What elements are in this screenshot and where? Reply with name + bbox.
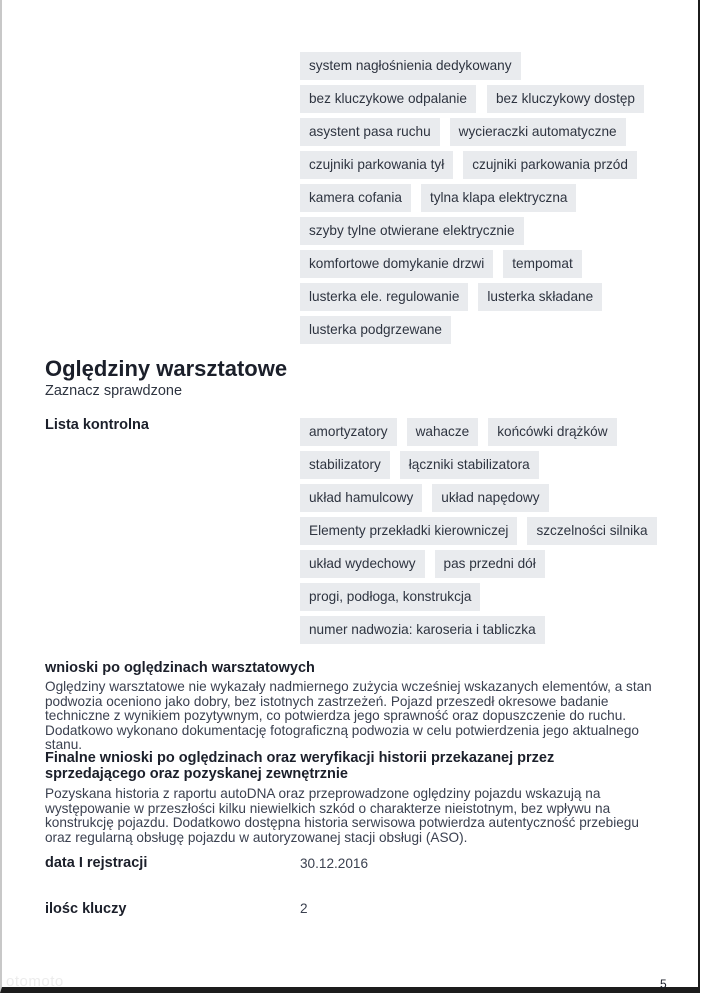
watermark-logo: otomoto [6,973,64,990]
checklist-tag: układ napędowy [432,484,548,512]
equipment-tag: szyby tylne otwierane elektrycznie [300,217,524,245]
equipment-tag-list [300,52,660,344]
page-number: 5 [660,977,667,991]
registration-date-label: data I rejstracji [45,855,148,871]
checklist-tag: wahacze [407,418,479,446]
final-conclusions-text: Pozyskana historia z raportu autoDNA oraz przeprowadzone oględziny pojazdu wskazują na występowanie w przeszłości kilku niewielkich szkód o charakterze nieistotnym, bez wpływu na konstrukcję pojazdu. Dodatkowo dostępna historia serwisowa potwierdza autentyczność przebiegu oraz regularną obsługę pojazdu w autoryzowanej stacji obsługi (ASO). [45,786,639,845]
workshop-conclusions-text: Oględziny warsztatowe nie wykazały nadmiernego zużycia wcześniej wskazanych elementów, a stan podwozia oceniono jako dobry, bez istotnych zastrzeżeń. Pojazd przeszedł okresowe badanie techniczne z wynikiem pozytywnym, co potwierdza jego sprawność oraz dopuszczenie do ruchu. Dodatkowo wykonano dokumentację fotograficzną podwozia w celu potwierdzenia jego aktualnego stanu. [45,679,652,753]
checklist-tag: szczelności silnika [527,517,656,545]
equipment-tag: system nagłośnienia dedykowany [300,52,521,80]
equipment-tag: kamera cofania [300,184,411,212]
checklist-tag: układ hamulcowy [300,484,422,512]
equipment-tag: lusterka podgrzewane [300,316,451,344]
checklist-tag: Elementy przekładki kierowniczej [300,517,517,545]
equipment-tag: lusterka składane [478,283,602,311]
checklist-label: Lista kontrolna [45,417,149,433]
checklist-tag: progi, podłoga, konstrukcja [300,583,480,611]
registration-date-value: 30.12.2016 [300,856,369,871]
workshop-conclusions-heading: wnioski po oględzinach warsztatowych [45,660,315,676]
keys-count-value: 2 [300,901,308,916]
checklist-tag: stabilizatory [300,451,390,479]
equipment-tag: bez kluczykowy dostęp [487,85,644,113]
checklist-tag: końcówki drążków [488,418,616,446]
equipment-tag: lusterka ele. regulowanie [300,283,468,311]
equipment-tag: wycieraczki automatyczne [450,118,626,146]
equipment-tag: bez kluczykowe odpalanie [300,85,476,113]
checklist-tag: układ wydechowy [300,550,425,578]
checklist-tag: amortyzatory [300,418,397,446]
checklist-tag: pas przedni dół [435,550,545,578]
keys-count-label: ilośc kluczy [45,901,127,917]
final-conclusions-heading: Finalne wnioski po oględzinach oraz weryfikacji historii przekazanej przez sprzedającego oraz pozyskanej zewnętrznie [45,750,555,782]
checklist-tag: numer nadwozia: karoseria i tabliczka [300,616,545,644]
checklist-tag-list [300,418,662,644]
checklist-tag: łączniki stabilizatora [400,451,539,479]
equipment-tag: komfortowe domykanie drzwi [300,250,493,278]
equipment-tag: czujniki parkowania przód [463,151,637,179]
equipment-tag: tylna klapa elektryczna [421,184,577,212]
section-subtitle: Zaznacz sprawdzone [45,383,183,399]
equipment-tag: tempomat [503,250,581,278]
equipment-tag: czujniki parkowania tył [300,151,453,179]
equipment-tag: asystent pasa ruchu [300,118,440,146]
section-title: Oględziny warsztatowe [45,356,288,381]
